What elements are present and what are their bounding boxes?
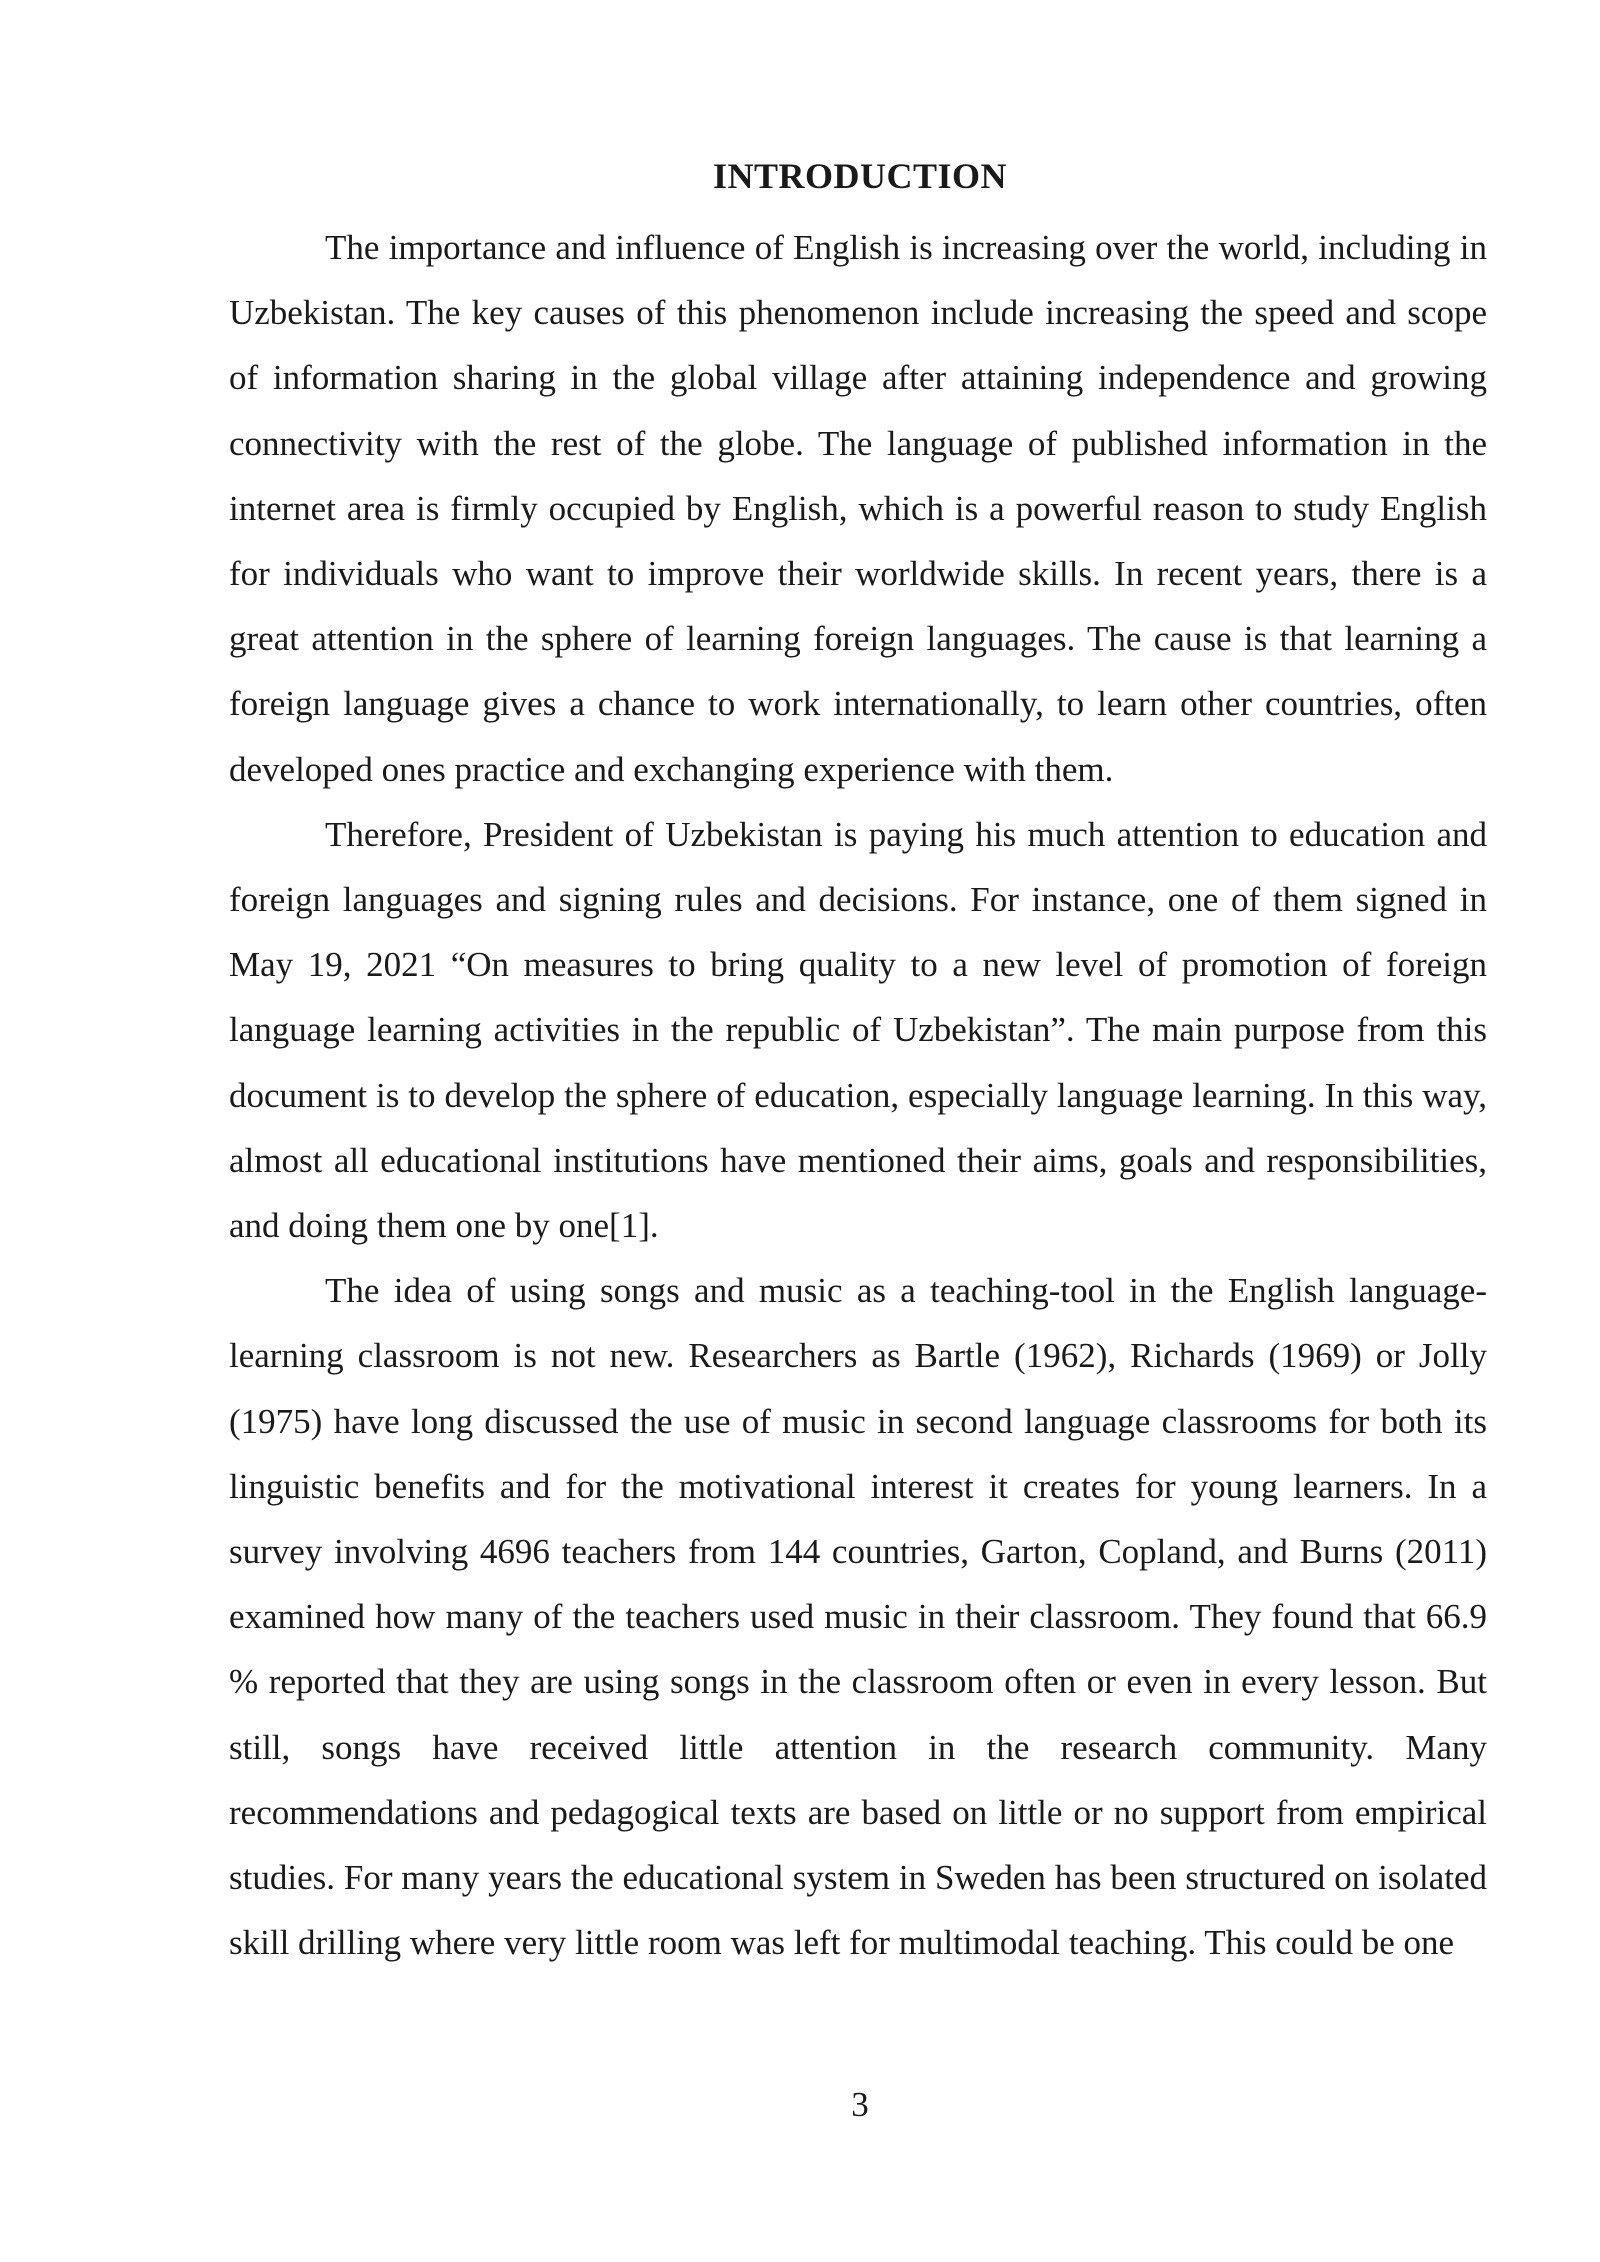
page-title: INTRODUCTION <box>712 156 1008 196</box>
paragraph-songs-and-music: The idea of using songs and music as a teaching-tool in the English language-learning classroom is not new. Researchers as Bartle (1962), Richards (1969) or Jolly (1975) have long discussed the use of music in second language classrooms for both its linguistic benefits and for the motivational interest it creates for young learners. In a survey involving 4696 teachers from 144 countries, Garton, Copland, and Burns (2011) examined how many of the teachers used music in their classroom. They found that 66.9 % reported that they are using songs in the classroom often or even in every lesson. But still, songs have received little attention in the research community. Many recommendations and pedagogical texts are based on little or no support from empirical studies. For many years the educational system in Sweden has been structured on isolated skill drilling where very little room was left for multimodal teaching. This could be one <box>229 1271 1487 1963</box>
body-text <box>229 215 1487 1975</box>
paragraph-presidential-decree: Therefore, President of Uzbekistan is paying his much attention to education and foreign languages and signing rules and decisions. For instance, one of them signed in May 19, 2021 “On measures to bring quality to a new level of promotion of foreign language learning activities in the republic of Uzbekistan”. The main purpose from this document is to develop the sphere of education, especially language learning. In this way, almost all educational institutions have mentioned their aims, goals and responsibilities, and doing them one by one[1]. <box>229 814 1487 1246</box>
page-number: 3 <box>851 2085 869 2124</box>
paragraph-english-importance: The importance and influence of English is increasing over the world, including in Uzbekistan. The key causes of this phenomenon include increasing the speed and scope of information sharing in the global village after attaining independence and growing connectivity with the rest of the globe. The language of published information in the internet area is firmly occupied by English, which is a powerful reason to study English for individuals who want to improve their worldwide skills. In recent years, there is a great attention in the sphere of learning foreign languages. The cause is that learning a foreign language gives a chance to work internationally, to learn other countries, often developed ones practice and exchanging experience with them. <box>229 228 1487 789</box>
